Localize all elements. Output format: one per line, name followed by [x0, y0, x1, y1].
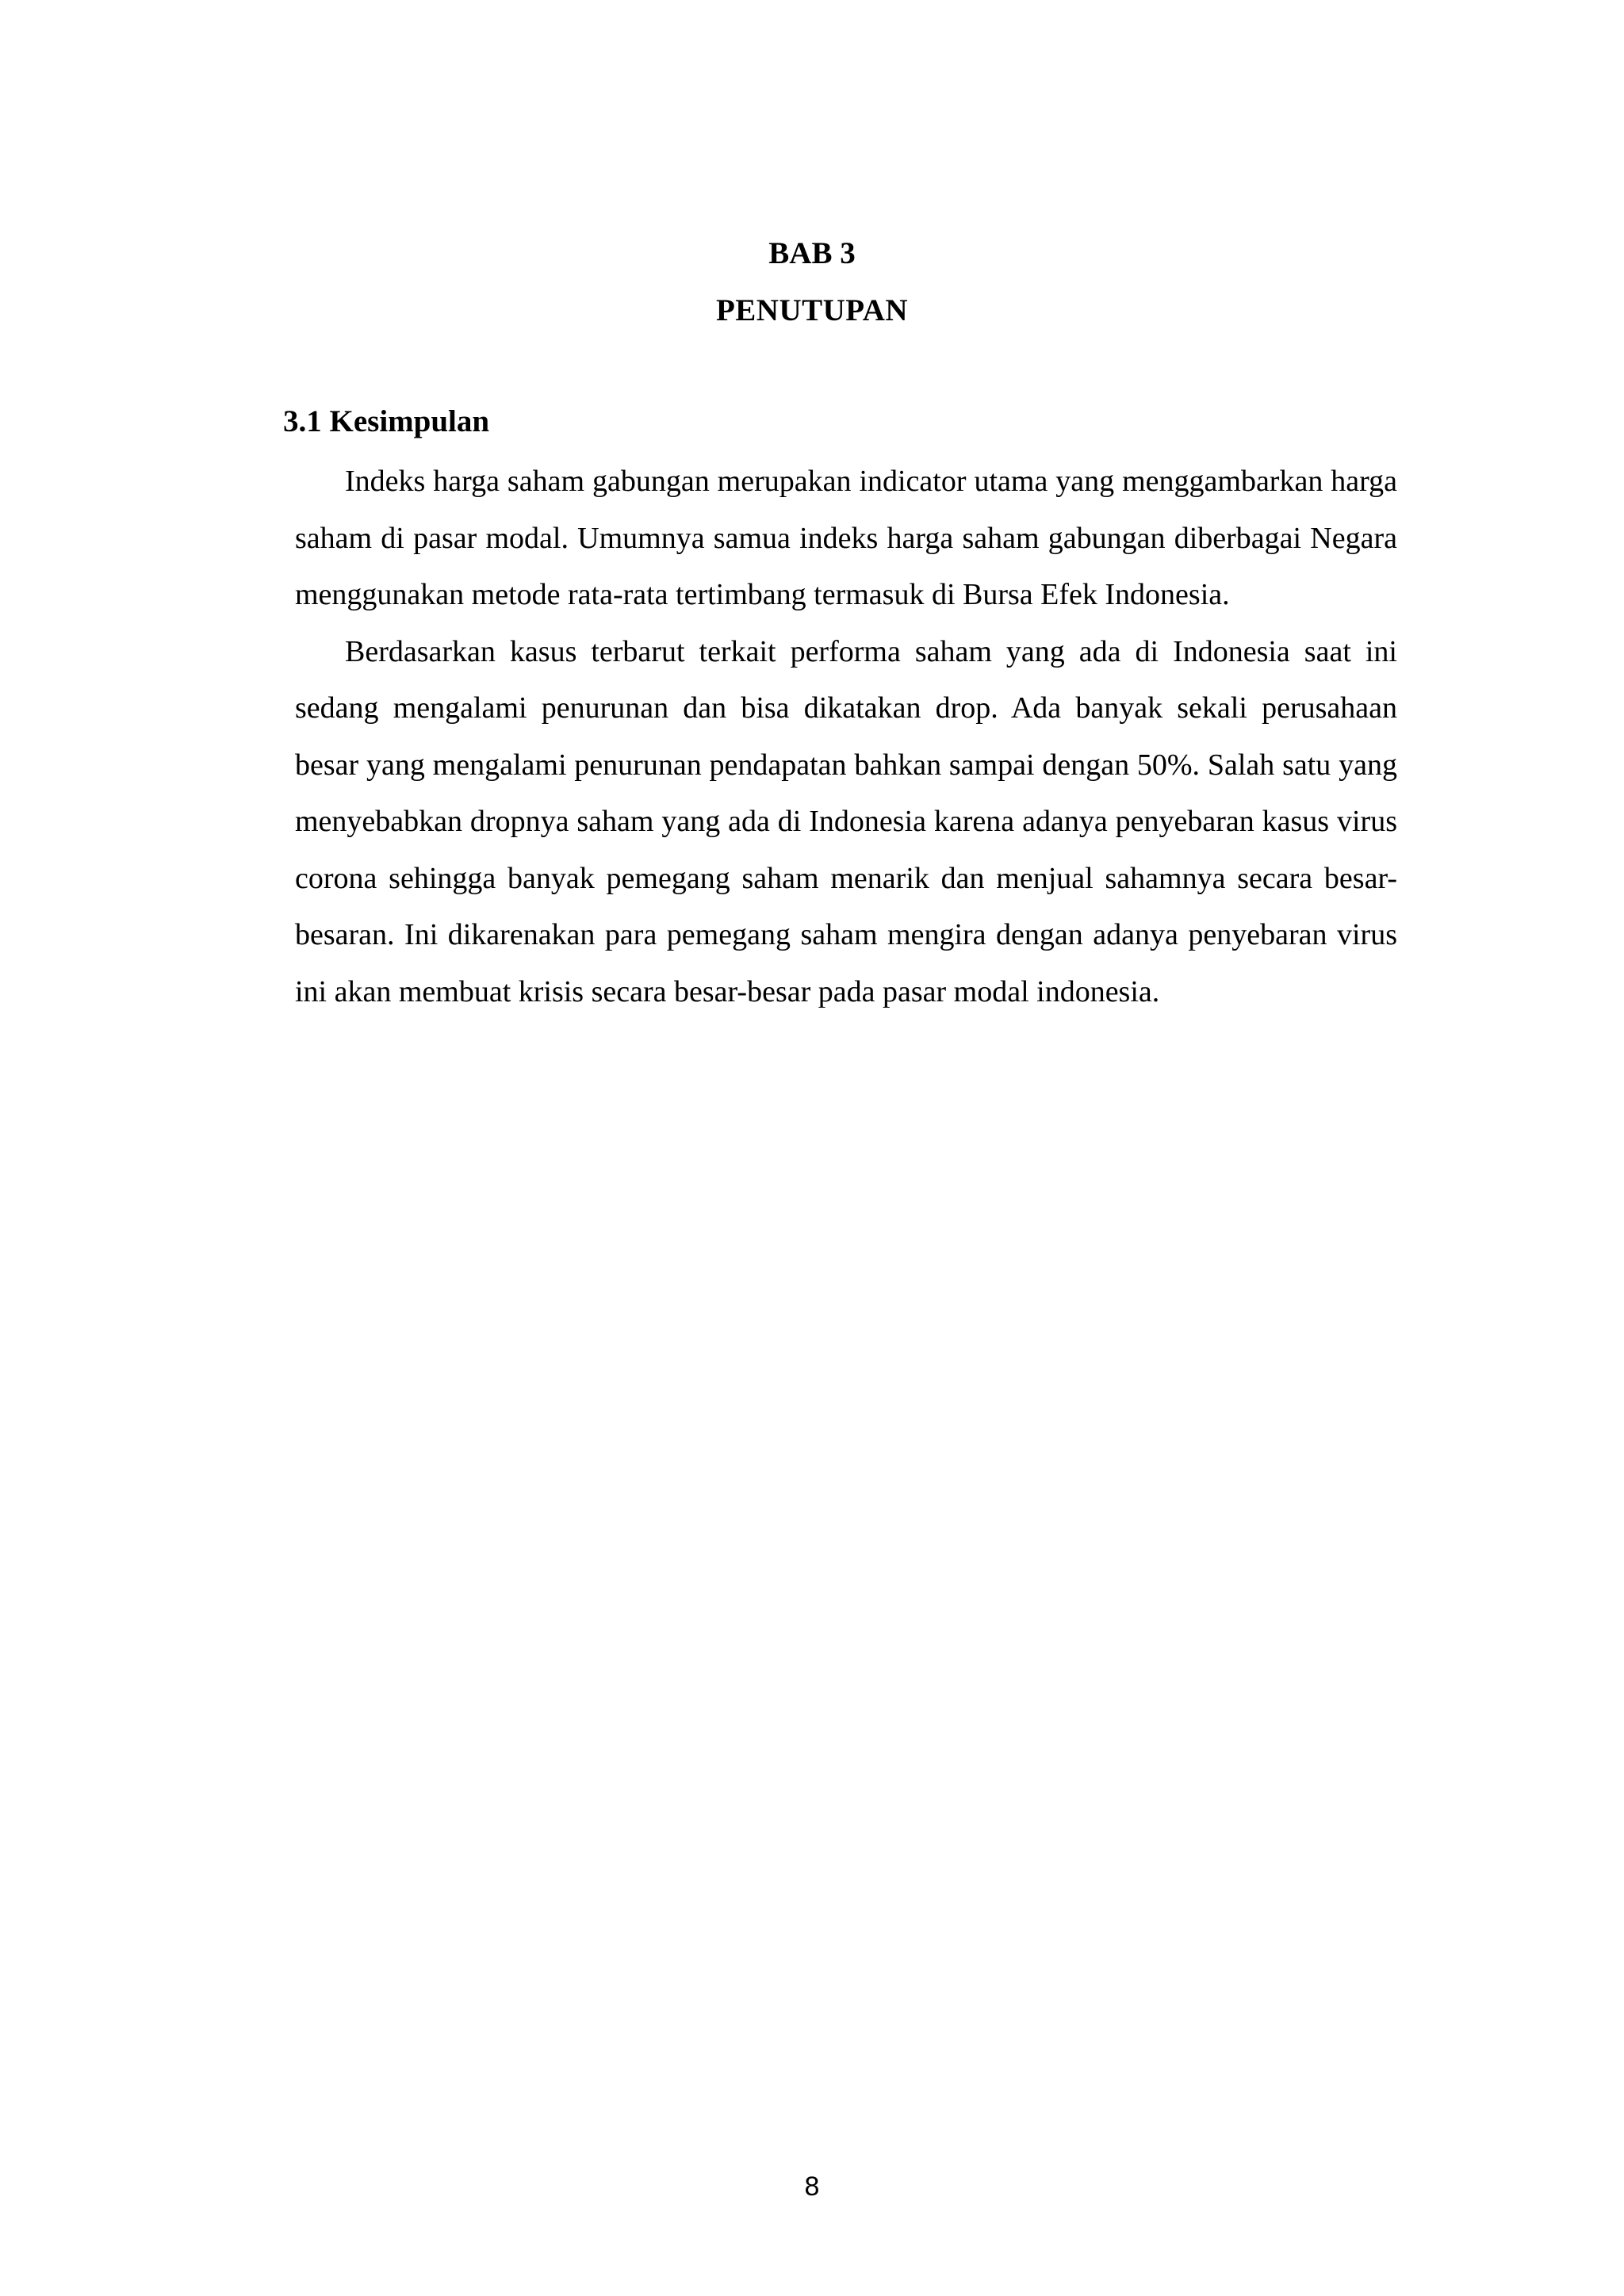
page-number: 8	[804, 2172, 820, 2202]
paragraph-1: Indeks harga saham gabungan merupakan indicator utama yang menggambarkan harga saham di pasar modal. Umumnya samua indeks harga saham gabungan diberbagai Negara menggunakan metode rata-rata tertimbang termasuk di Bursa Efek Indonesia.	[295, 465, 1397, 611]
section-heading: 3.1 Kesimpulan	[283, 404, 490, 438]
chapter-title: PENUTUPAN	[715, 293, 909, 327]
body-text	[295, 453, 1397, 1020]
chapter-number: BAB 3	[768, 236, 856, 270]
paragraph-2: Berdasarkan kasus terbarut terkait performa saham yang ada di Indonesia saat ini sedang mengalami penurunan dan bisa dikatakan drop. Ada banyak sekali perusahaan besar yang mengalami penurunan pendapatan bahkan sampai dengan 50%. Salah satu yang menyebabkan dropnya saham yang ada di Indonesia karena adanya penyebaran kasus virus corona sehingga banyak pemegang saham menarik dan menjual sahamnya secara besar-besaran. Ini dikarenakan para pemegang saham mengira dengan adanya penyebaran virus ini akan membuat krisis secara besar-besar pada pasar modal indonesia.	[295, 634, 1397, 1008]
